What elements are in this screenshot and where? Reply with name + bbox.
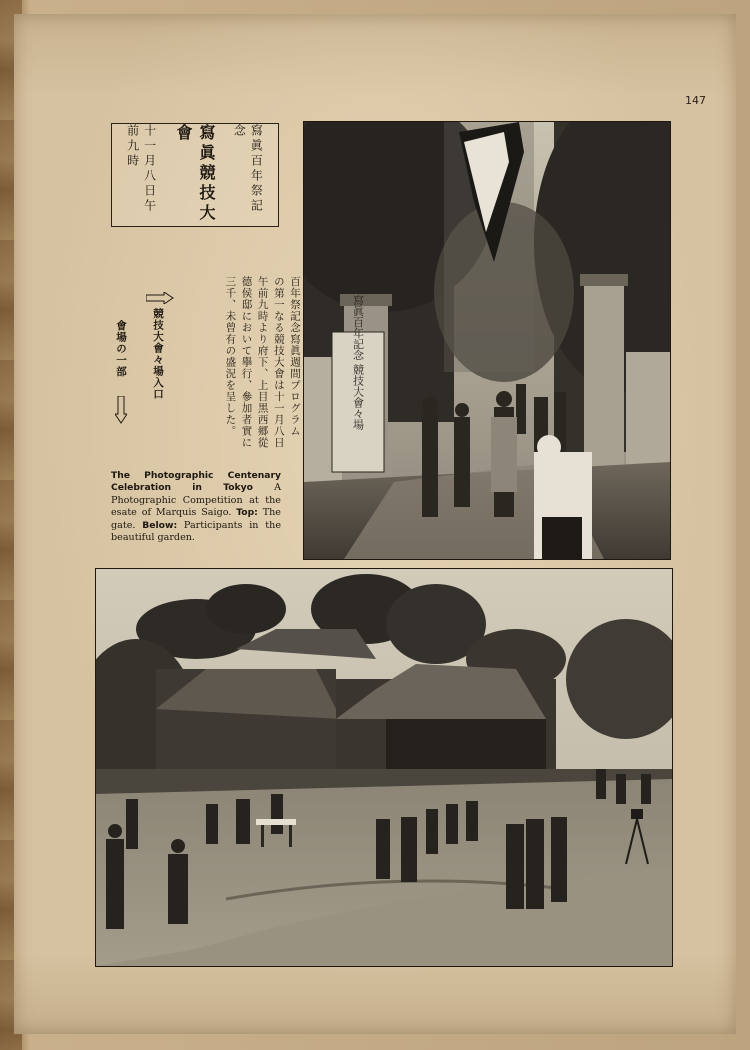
magazine-page	[14, 14, 736, 1034]
article-line: 午前九時より府下、上目黒西郷從	[256, 276, 269, 449]
caption-below-label: Below:	[142, 519, 178, 531]
page-number: 147	[685, 94, 706, 107]
garden-photo-image	[96, 569, 672, 966]
caption-below-text: Participants in the beautiful garden.	[111, 519, 281, 544]
caption-venue: 會場の一部	[115, 320, 127, 378]
title-box	[111, 123, 279, 227]
japanese-article	[182, 276, 302, 454]
arrow-down-icon	[115, 396, 127, 424]
gate-photo-image	[304, 122, 670, 559]
gate-sign-text: 寫眞百年記念 競技大會々場	[351, 294, 365, 430]
photo-gate	[303, 121, 671, 560]
caption-heading: The Photographic Centenary Celebration in Tokyo	[111, 470, 281, 494]
caption-top-label: Top:	[236, 507, 258, 519]
english-caption	[111, 470, 281, 545]
article-line: の第一なる競技大會は十一月八日	[272, 276, 285, 449]
arrow-right-icon	[146, 292, 174, 304]
article-line: 三千、未曾有の盛況を呈した。	[224, 276, 237, 437]
article-line: 百年祭記念寫眞週間プログラム	[289, 276, 301, 437]
photo-garden	[95, 568, 673, 967]
caption-entrance: 競技大會々場入口	[152, 308, 164, 400]
caption-body: A Photographic Competition at the esate of Marquis Saigo.	[111, 482, 281, 519]
title-line-2: 寫眞競技大會	[173, 124, 216, 224]
caption-top-text: The gate.	[111, 507, 281, 531]
article-line: 德侯邸において擧行、參加者實に	[240, 276, 253, 449]
title-line-1: 寫眞百年祭記念	[232, 124, 264, 214]
title-line-3: 十一月八日午前九時	[125, 124, 157, 214]
